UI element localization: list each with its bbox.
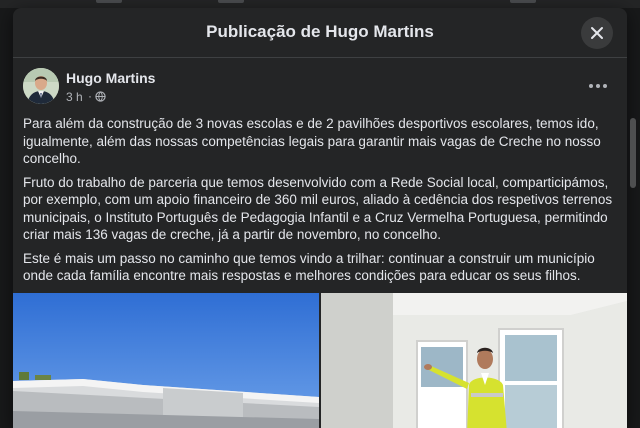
modal-scrollbar[interactable] [629, 8, 637, 419]
close-icon [589, 25, 605, 41]
post-photo-interior[interactable] [321, 293, 627, 428]
background-tab-indicator [218, 0, 244, 3]
modal-header [13, 8, 627, 58]
more-options-icon [603, 84, 607, 88]
post-modal [13, 8, 627, 428]
more-options-button[interactable] [585, 76, 613, 96]
scrollbar-thumb[interactable] [630, 118, 636, 188]
more-options-icon [596, 84, 600, 88]
post-paragraph: Este é mais um passo no caminho que temos vindo a trilhar: continuar a construir um município onde cada família encontre mais respostas e melhores condições para educar os seus filhos. [23, 250, 595, 283]
more-options-icon [589, 84, 593, 88]
meta-separator: · [88, 89, 92, 103]
post-photo-building[interactable] [13, 293, 319, 428]
modal-title: Publicação de Hugo Martins [206, 22, 434, 41]
author-avatar[interactable] [23, 68, 59, 104]
post-paragraph: Para além da construção de 3 novas escolas e de 2 pavilhões desportivos escolares, temos ido, igualmente, além das nossas competências legais para garantir mais vagas de Creche no nosso concelho. [23, 116, 601, 166]
background-tab-indicator [510, 0, 536, 3]
globe-icon[interactable] [95, 91, 106, 102]
close-button[interactable] [581, 17, 613, 49]
background-page-strip [0, 0, 640, 8]
post-body [23, 115, 619, 291]
post-photos [13, 293, 627, 428]
building-photo [13, 293, 319, 428]
post-header [13, 68, 627, 110]
background-tab-indicator [96, 0, 122, 3]
avatar-photo [23, 68, 59, 104]
post-timestamp[interactable]: 3 h [66, 90, 83, 104]
post-paragraph: Fruto do trabalho de parceria que temos desenvolvido com a Rede Social local, comparticipámos, por exemplo, com um apoio financeiro de 360 mil euros, aliado à cedência dos respetivos terrenos municipais, o Instituto Português de Pedagogia Infantil e a Cruz Vermelha Portuguesa, permitindo criar mais 136 vagas de creche, já a partir de novembro, no concelho. [23, 174, 613, 242]
author-name[interactable]: Hugo Martins [66, 70, 156, 86]
interior-photo [321, 293, 627, 428]
